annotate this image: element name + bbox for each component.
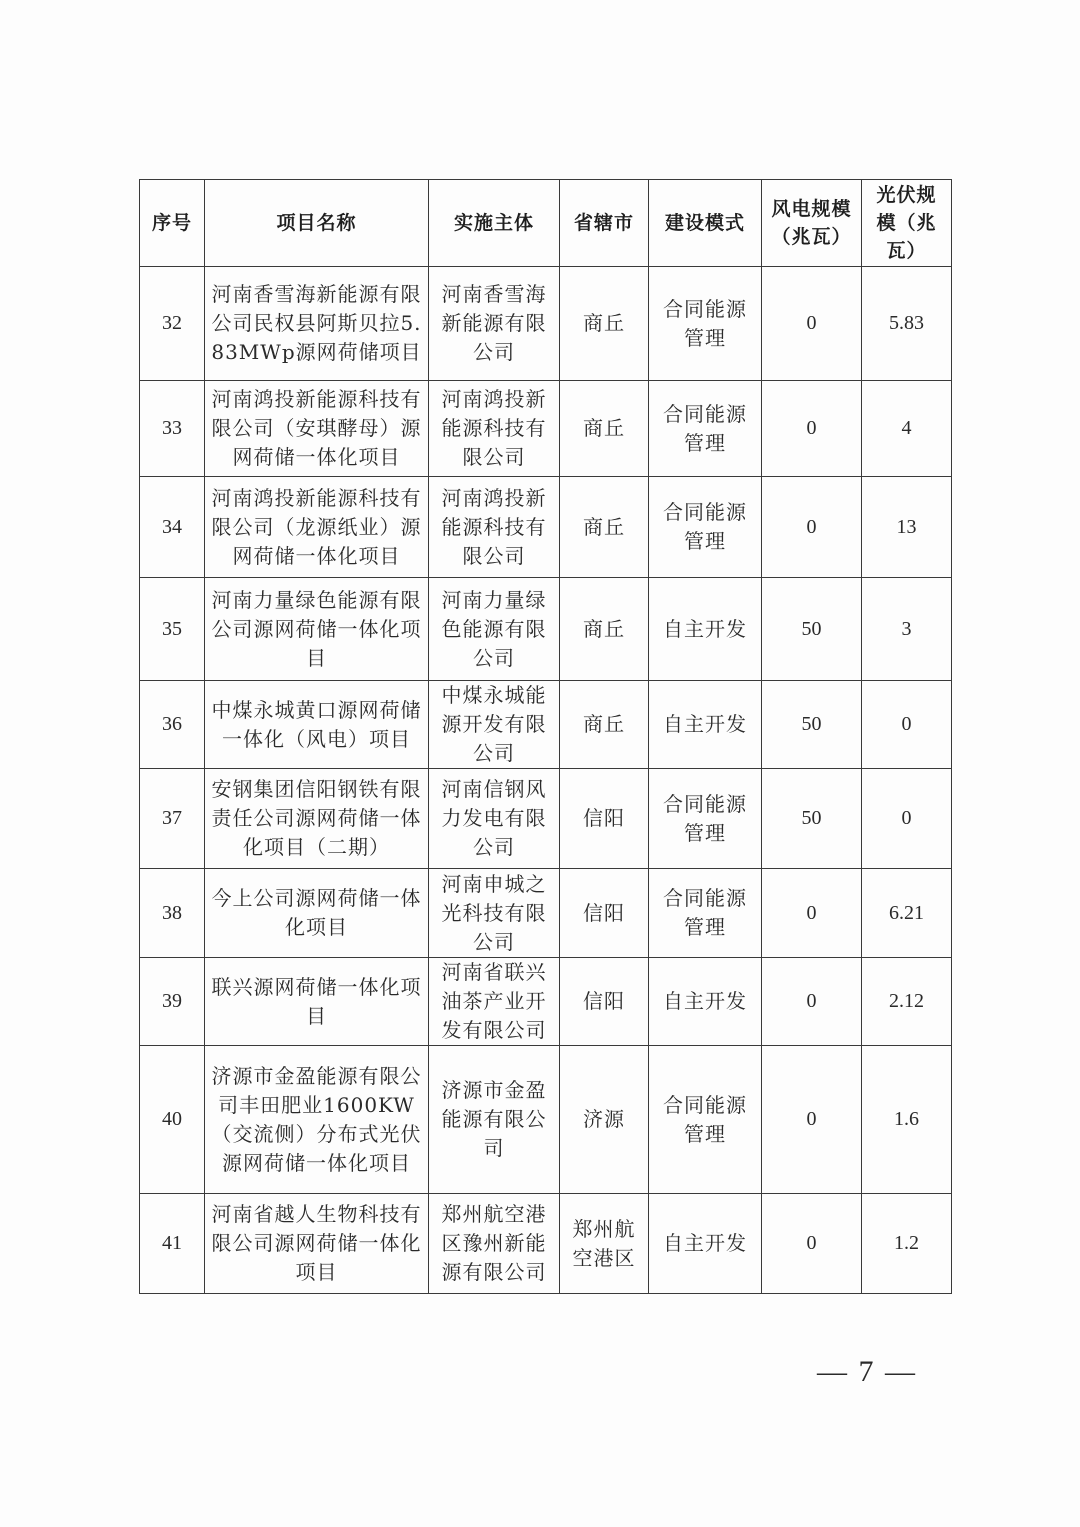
cell-mode: 合同能源管理 xyxy=(649,769,762,869)
table-row xyxy=(140,869,952,958)
cell-entity: 河南信钢风力发电有限公司 xyxy=(429,769,560,869)
cell-solar: 4 xyxy=(862,381,952,477)
cell-project-name: 今上公司源网荷储一体化项目 xyxy=(205,869,429,958)
cell-entity: 中煤永城能源开发有限公司 xyxy=(429,681,560,769)
cell-solar: 2.12 xyxy=(862,958,952,1046)
cell-entity: 河南鸿投新能源科技有限公司 xyxy=(429,477,560,578)
cell-entity: 郑州航空港区豫州新能源有限公司 xyxy=(429,1194,560,1294)
cell-solar: 0 xyxy=(862,681,952,769)
cell-index: 32 xyxy=(140,267,205,381)
cell-index: 38 xyxy=(140,869,205,958)
header-entity: 实施主体 xyxy=(429,180,560,267)
header-city: 省辖市 xyxy=(560,180,649,267)
cell-index: 39 xyxy=(140,958,205,1046)
table-row xyxy=(140,578,952,681)
cell-city: 信阳 xyxy=(560,769,649,869)
header-solar: 光伏规模（兆瓦） xyxy=(862,180,952,267)
table-row xyxy=(140,267,952,381)
cell-entity: 河南香雪海新能源有限公司 xyxy=(429,267,560,381)
cell-index: 37 xyxy=(140,769,205,869)
cell-index: 41 xyxy=(140,1194,205,1294)
table-row xyxy=(140,958,952,1046)
cell-entity: 河南省联兴油茶产业开发有限公司 xyxy=(429,958,560,1046)
cell-city: 郑州航空港区 xyxy=(560,1194,649,1294)
cell-solar: 3 xyxy=(862,578,952,681)
page-number: — 7 — xyxy=(817,1355,917,1388)
cell-project-name: 安钢集团信阳钢铁有限责任公司源网荷储一体化项目（二期） xyxy=(205,769,429,869)
cell-wind: 50 xyxy=(762,578,862,681)
cell-mode: 合同能源管理 xyxy=(649,1046,762,1194)
cell-wind: 50 xyxy=(762,681,862,769)
cell-project-name: 河南香雪海新能源有限公司民权县阿斯贝拉5.83MWp源网荷储项目 xyxy=(205,267,429,381)
cell-project-name: 济源市金盈能源有限公司丰田肥业1600KW（交流侧）分布式光伏源网荷储一体化项目 xyxy=(205,1046,429,1194)
table-row xyxy=(140,769,952,869)
cell-entity: 河南申城之光科技有限公司 xyxy=(429,869,560,958)
table-row xyxy=(140,681,952,769)
header-project-name: 项目名称 xyxy=(205,180,429,267)
cell-city: 信阳 xyxy=(560,869,649,958)
cell-project-name: 联兴源网荷储一体化项目 xyxy=(205,958,429,1046)
cell-mode: 自主开发 xyxy=(649,681,762,769)
header-index: 序号 xyxy=(140,180,205,267)
cell-project-name: 河南力量绿色能源有限公司源网荷储一体化项目 xyxy=(205,578,429,681)
table-row xyxy=(140,1046,952,1194)
cell-wind: 0 xyxy=(762,267,862,381)
table-header-row xyxy=(140,180,952,267)
cell-solar: 0 xyxy=(862,769,952,869)
cell-wind: 0 xyxy=(762,381,862,477)
cell-solar: 6.21 xyxy=(862,869,952,958)
cell-mode: 自主开发 xyxy=(649,578,762,681)
cell-mode: 合同能源管理 xyxy=(649,267,762,381)
table-row xyxy=(140,381,952,477)
cell-solar: 1.6 xyxy=(862,1046,952,1194)
cell-entity: 河南力量绿色能源有限公司 xyxy=(429,578,560,681)
cell-wind: 0 xyxy=(762,1046,862,1194)
cell-index: 33 xyxy=(140,381,205,477)
cell-mode: 自主开发 xyxy=(649,1194,762,1294)
cell-wind: 0 xyxy=(762,477,862,578)
cell-city: 商丘 xyxy=(560,267,649,381)
cell-index: 34 xyxy=(140,477,205,578)
cell-mode: 自主开发 xyxy=(649,958,762,1046)
cell-mode: 合同能源管理 xyxy=(649,381,762,477)
cell-wind: 50 xyxy=(762,769,862,869)
cell-index: 35 xyxy=(140,578,205,681)
cell-project-name: 河南鸿投新能源科技有限公司（龙源纸业）源网荷储一体化项目 xyxy=(205,477,429,578)
cell-mode: 合同能源管理 xyxy=(649,477,762,578)
cell-city: 商丘 xyxy=(560,477,649,578)
cell-solar: 13 xyxy=(862,477,952,578)
cell-city: 济源 xyxy=(560,1046,649,1194)
cell-city: 商丘 xyxy=(560,578,649,681)
cell-solar: 1.2 xyxy=(862,1194,952,1294)
cell-city: 商丘 xyxy=(560,381,649,477)
cell-wind: 0 xyxy=(762,1194,862,1294)
header-wind: 风电规模（兆瓦） xyxy=(762,180,862,267)
header-mode: 建设模式 xyxy=(649,180,762,267)
cell-solar: 5.83 xyxy=(862,267,952,381)
cell-index: 36 xyxy=(140,681,205,769)
cell-entity: 河南鸿投新能源科技有限公司 xyxy=(429,381,560,477)
cell-city: 商丘 xyxy=(560,681,649,769)
cell-wind: 0 xyxy=(762,869,862,958)
cell-city: 信阳 xyxy=(560,958,649,1046)
table-row xyxy=(140,477,952,578)
project-table xyxy=(139,179,952,1294)
cell-index: 40 xyxy=(140,1046,205,1194)
cell-project-name: 河南鸿投新能源科技有限公司（安琪酵母）源网荷储一体化项目 xyxy=(205,381,429,477)
cell-mode: 合同能源管理 xyxy=(649,869,762,958)
cell-project-name: 中煤永城黄口源网荷储一体化（风电）项目 xyxy=(205,681,429,769)
cell-project-name: 河南省越人生物科技有限公司源网荷储一体化项目 xyxy=(205,1194,429,1294)
table-row xyxy=(140,1194,952,1294)
cell-wind: 0 xyxy=(762,958,862,1046)
cell-entity: 济源市金盈能源有限公司 xyxy=(429,1046,560,1194)
